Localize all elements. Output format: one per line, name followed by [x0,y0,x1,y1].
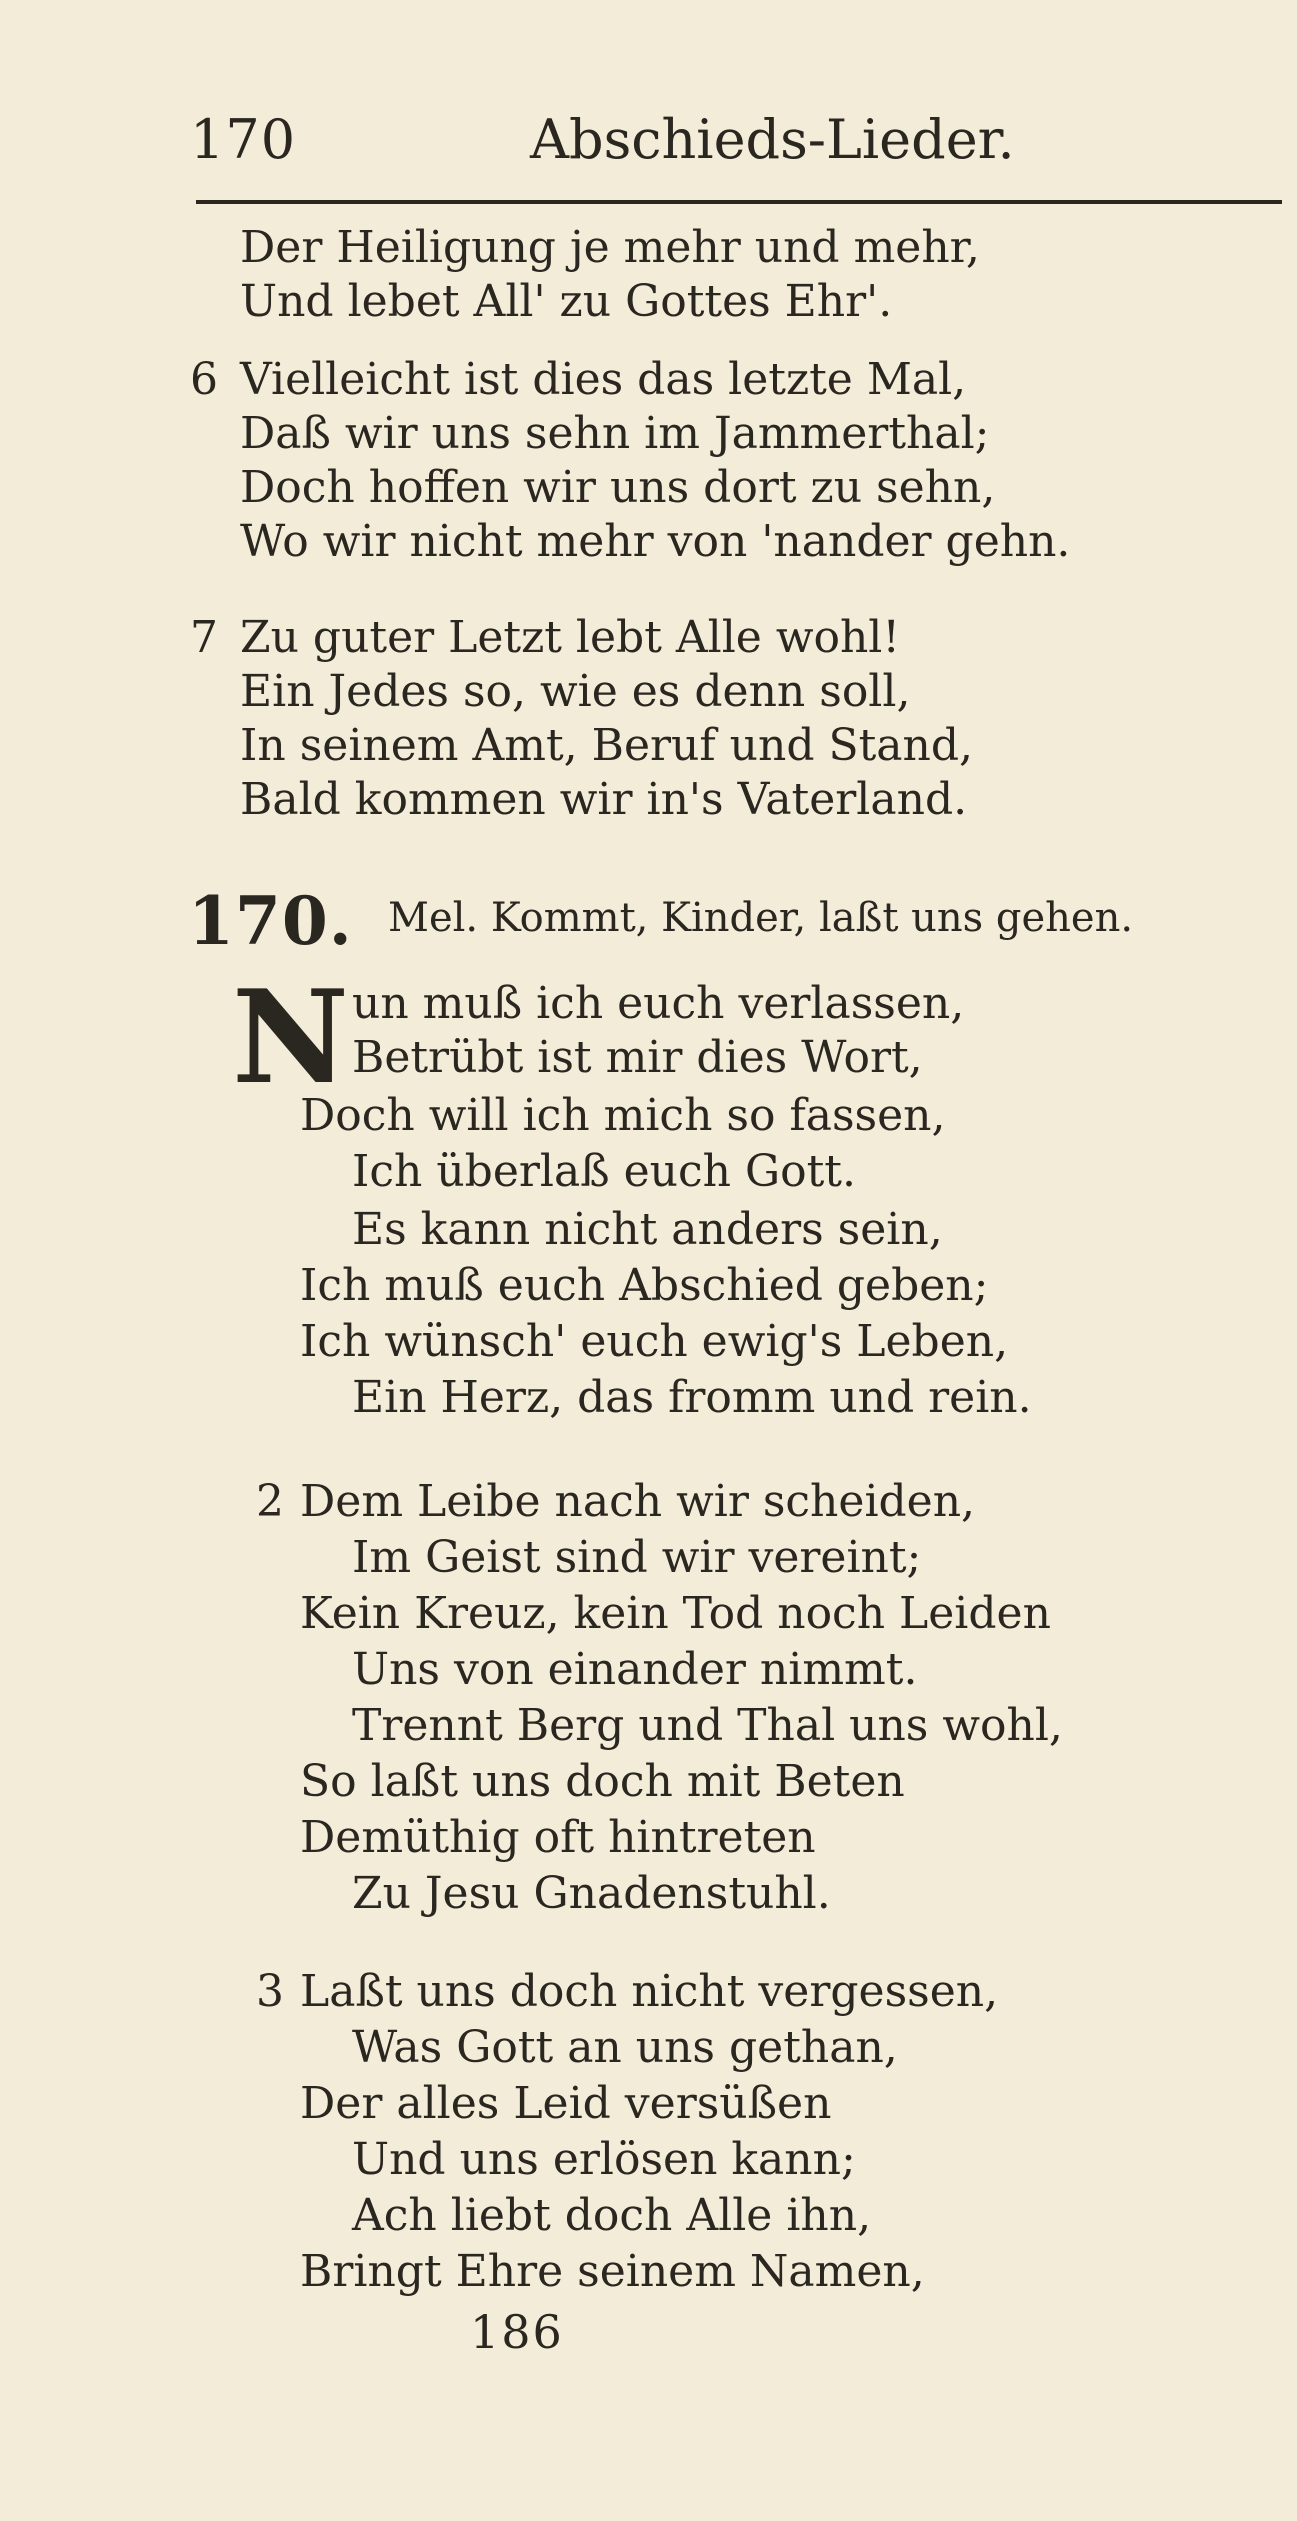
verse-number: 2 [256,1476,284,1527]
melody-indication: Mel. Kommt, Kinder, laßt uns gehen. [388,895,1134,941]
verse-line: Der Heiligung je mehr und mehr, [240,222,980,273]
verse-line: Ein Jedes so, wie es denn soll, [240,666,911,717]
verse-line: Ich wünsch' euch ewig's Leben, [300,1316,1009,1367]
verse-line: Was Gott an uns gethan, [352,2022,898,2073]
verse-line: Ach liebt doch Alle ihn, [352,2190,872,2241]
verse-line: Ich überlaß euch Gott. [352,1146,856,1197]
running-title: Abschieds-Lieder. [530,108,1015,171]
verse-line: Ein Herz, das fromm und rein. [352,1372,1032,1423]
verse-line: Zu Jesu Gnadenstuhl. [352,1868,831,1919]
verse-line: Doch hoffen wir uns dort zu sehn, [240,462,996,513]
drop-cap: N [232,963,349,1113]
hymn-number: 170. [188,882,353,960]
verse-number: 3 [256,1966,284,2017]
verse-line: Doch will ich mich so fassen, [300,1090,946,1141]
verse-line: Betrübt ist mir dies Wort, [352,1032,923,1083]
verse-line: Wo wir nicht mehr von 'nander gehn. [240,516,1071,567]
verse-line: Trennt Berg und Thal uns wohl, [352,1700,1063,1751]
verse-line: Demüthig oft hintreten [300,1812,816,1863]
verse-line: Und lebet All' zu Gottes Ehr'. [240,276,893,327]
verse-line: Im Geist sind wir vereint; [352,1532,922,1583]
verse-line: Bald kommen wir in's Vaterland. [240,774,968,825]
verse-line: Daß wir uns sehn im Jammerthal; [240,408,990,459]
verse-line: Ich muß euch Abschied geben; [300,1260,989,1311]
verse-number: 6 [190,354,218,405]
verse-line: Dem Leibe nach wir scheiden, [300,1476,976,1527]
verse-line: Laßt uns doch nicht vergessen, [300,1966,999,2017]
page-header [190,108,1280,188]
verse-line: In seinem Amt, Beruf und Stand, [240,720,974,771]
verse-number: 7 [190,612,218,663]
verse-line: Vielleicht ist dies das letzte Mal, [240,354,967,405]
verse-line: Der alles Leid versüßen [300,2078,832,2129]
verse-line: un muß ich euch verlassen, [352,978,965,1029]
verse-line: Bringt Ehre seinem Namen, [300,2246,925,2297]
verse-line: Es kann nicht anders sein, [352,1204,943,1255]
verse-line: Kein Kreuz, kein Tod noch Leiden [300,1588,1051,1639]
signature-mark: 186 [470,2305,564,2359]
page-number: 170 [190,108,297,171]
verse-line: So laßt uns doch mit Beten [300,1756,905,1807]
verse-line: Zu guter Letzt lebt Alle wohl! [240,612,901,663]
verse-line: Uns von einander nimmt. [352,1644,918,1695]
header-rule [196,200,1282,204]
verse-line: Und uns erlösen kann; [352,2134,856,2185]
